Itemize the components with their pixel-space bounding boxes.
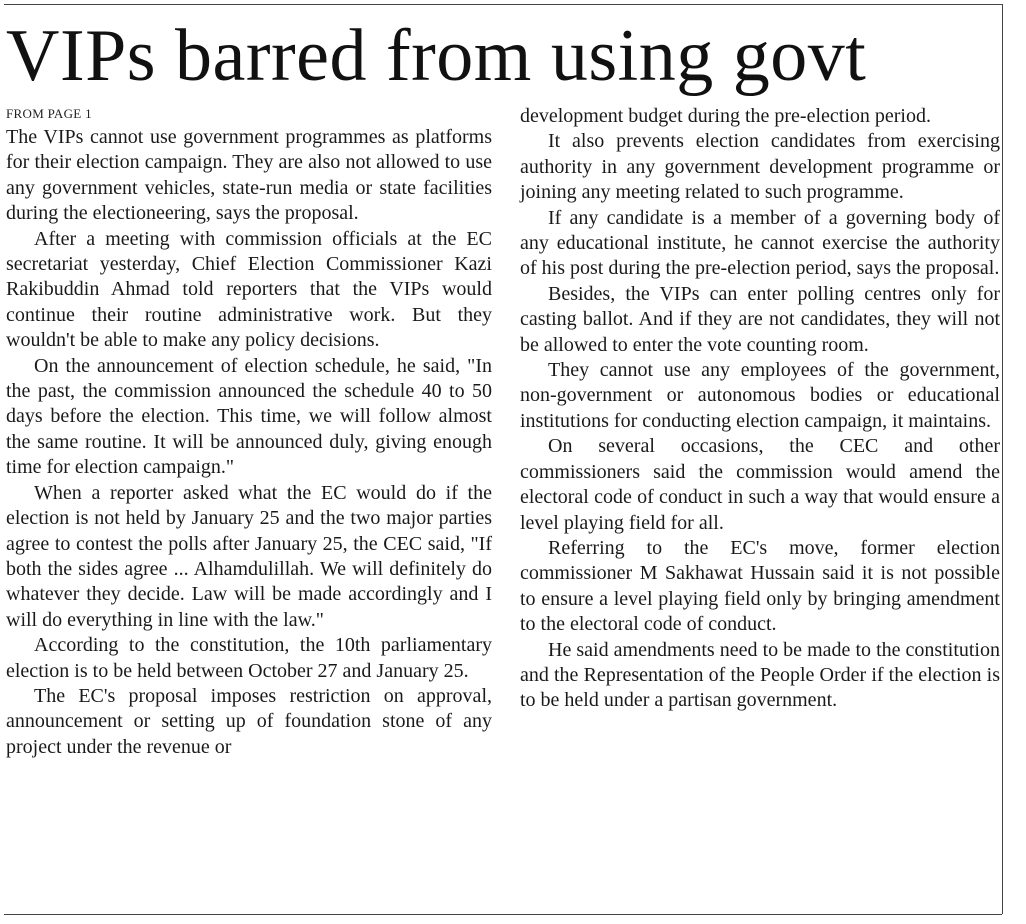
paragraph: Referring to the EC's move, former election commissioner M Sakhawat Hussain said it is not possible to ensure a level playing field only by bringing amendment to the electoral code of conduct. bbox=[520, 536, 1000, 636]
paragraph: development budget during the pre-election period. bbox=[520, 105, 931, 127]
article-column-left bbox=[6, 104, 492, 760]
kicker-from-page: FROM PAGE 1 bbox=[6, 106, 92, 121]
paragraph: If any candidate is a member of a governing body of any educational institute, he cannot exercise the authority of his post during the pre-election period, says the proposal. bbox=[520, 206, 1000, 280]
paragraph: Besides, the VIPs can enter polling centres only for casting ballot. And if they are not candidates, they will not be allowed to enter the vote counting room. bbox=[520, 282, 1000, 356]
bottom-rule bbox=[4, 914, 1002, 915]
paragraph: It also prevents election candidates from exercising authority in any government development programme or joining any meeting related to such programme. bbox=[520, 130, 1000, 204]
paragraph: He said amendments need to be made to the constitution and the Representation of the People Order if the election is to be held under a partisan government. bbox=[520, 638, 1000, 712]
headline: VIPs barred from using govt bbox=[6, 15, 867, 97]
paragraph: They cannot use any employees of the government, non-government or autonomous bodies or educational institutions for conducting election campaign, it maintains. bbox=[520, 359, 1000, 432]
paragraph: According to the constitution, the 10th parliamentary election is to be held between October 27 and January 25. bbox=[6, 634, 492, 682]
right-rule bbox=[1002, 4, 1003, 914]
paragraph: When a reporter asked what the EC would do if the election is not held by January 25 and the two major parties agree to contest the polls after January 25, the CEC said, "If both the sides agree ... Alhamdulillah. We will definitely do whatever they decide. Law will be made accordingly and I will do everything in line with the law." bbox=[6, 481, 492, 631]
paragraph: The EC's proposal imposes restriction on approval, announcement or setting up of foundation stone of any project under the revenue or bbox=[6, 684, 492, 758]
paragraph: On the announcement of election schedule, he said, "In the past, the commission announced the schedule 40 to 50 days before the election. This time, we will follow almost the same routine. It will be announced duly, giving enough time for election campaign." bbox=[6, 354, 492, 479]
top-rule bbox=[4, 4, 1002, 5]
article-column-right bbox=[520, 104, 1000, 714]
paragraph: After a meeting with commission officials at the EC secretariat yesterday, Chief Election Commissioner Kazi Rakibuddin Ahmad told reporters that the VIPs would continue their routine administrative work. But they wouldn't be able to make any policy decisions. bbox=[6, 227, 492, 352]
paragraph: On several occasions, the CEC and other commissioners said the commission would amend the electoral code of conduct in such a way that would ensure a level playing field for all. bbox=[520, 435, 1000, 534]
paragraph: The VIPs cannot use government programmes as platforms for their election campaign. They are also not allowed to use any government vehicles, state-run media or state facilities during the electioneering, says the proposal. bbox=[6, 126, 492, 225]
